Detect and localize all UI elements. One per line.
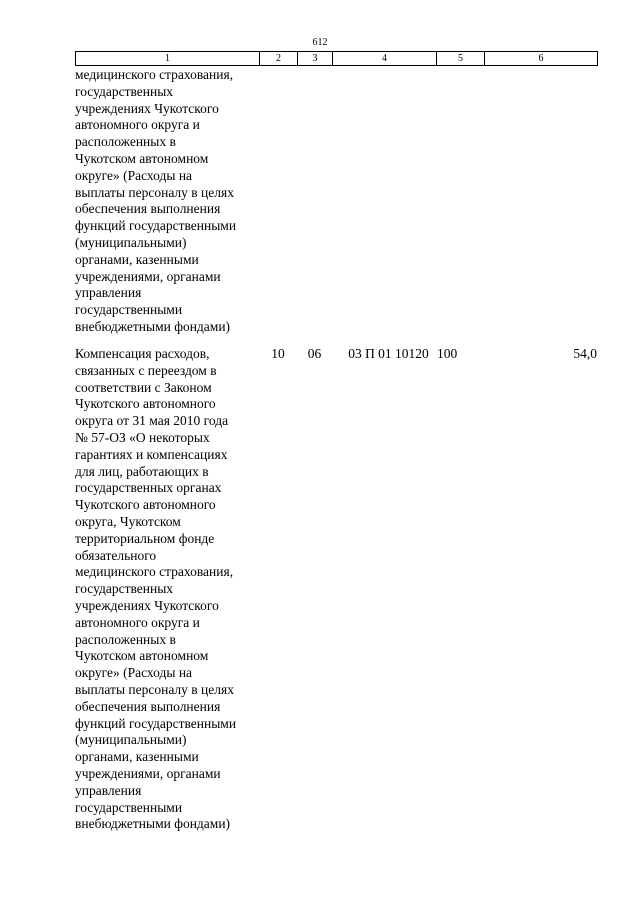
page-number: 612 [312, 37, 328, 48]
header-col-1: 1 [76, 52, 260, 66]
table-header [75, 51, 598, 66]
row-name: Компенсация расходов, связанных с переездом в соответствии с Законом Чукотского автономного округа от 31 мая 2010 года № 57-ОЗ «О некоторых гарантиях и компенсациях для лиц, работающих в государственных органах Чукотского автономного округа, Чукотском территориальном фонде обязательного медицинского страхования, государственных учреждениях Чукотского автономного округа и расположенных в Чукотском автономном округе» (Расходы на выплаты персоналу в целях обеспечения выполнения функций государственными (муниципальными) органами, казенными учреждениями, органами управления государственными внебюджетными фондами) [75, 346, 237, 832]
header-row [76, 52, 598, 66]
row-section: 10 [271, 346, 285, 361]
header-col-3: 3 [298, 52, 333, 66]
row-expense-type: 100 [437, 346, 458, 361]
header-col-6: 6 [485, 52, 598, 66]
header-col-4: 4 [333, 52, 437, 66]
row-amount: 54,0 [573, 346, 597, 361]
header-col-2: 2 [260, 52, 298, 66]
row-target-article: 03 П 01 10120 [348, 346, 429, 361]
row-subsection: 06 [307, 346, 322, 361]
row-name: медицинского страхования, государственных учреждениях Чукотского автономного округа и расположенных в Чукотском автономном округе» (Расходы на выплаты персоналу в целях обеспечения выполнения функций государственными (муниципальными) органами, казенными учреждениями, органами управления государственными внебюджетными фондами) [75, 67, 237, 334]
header-col-5: 5 [437, 52, 485, 66]
